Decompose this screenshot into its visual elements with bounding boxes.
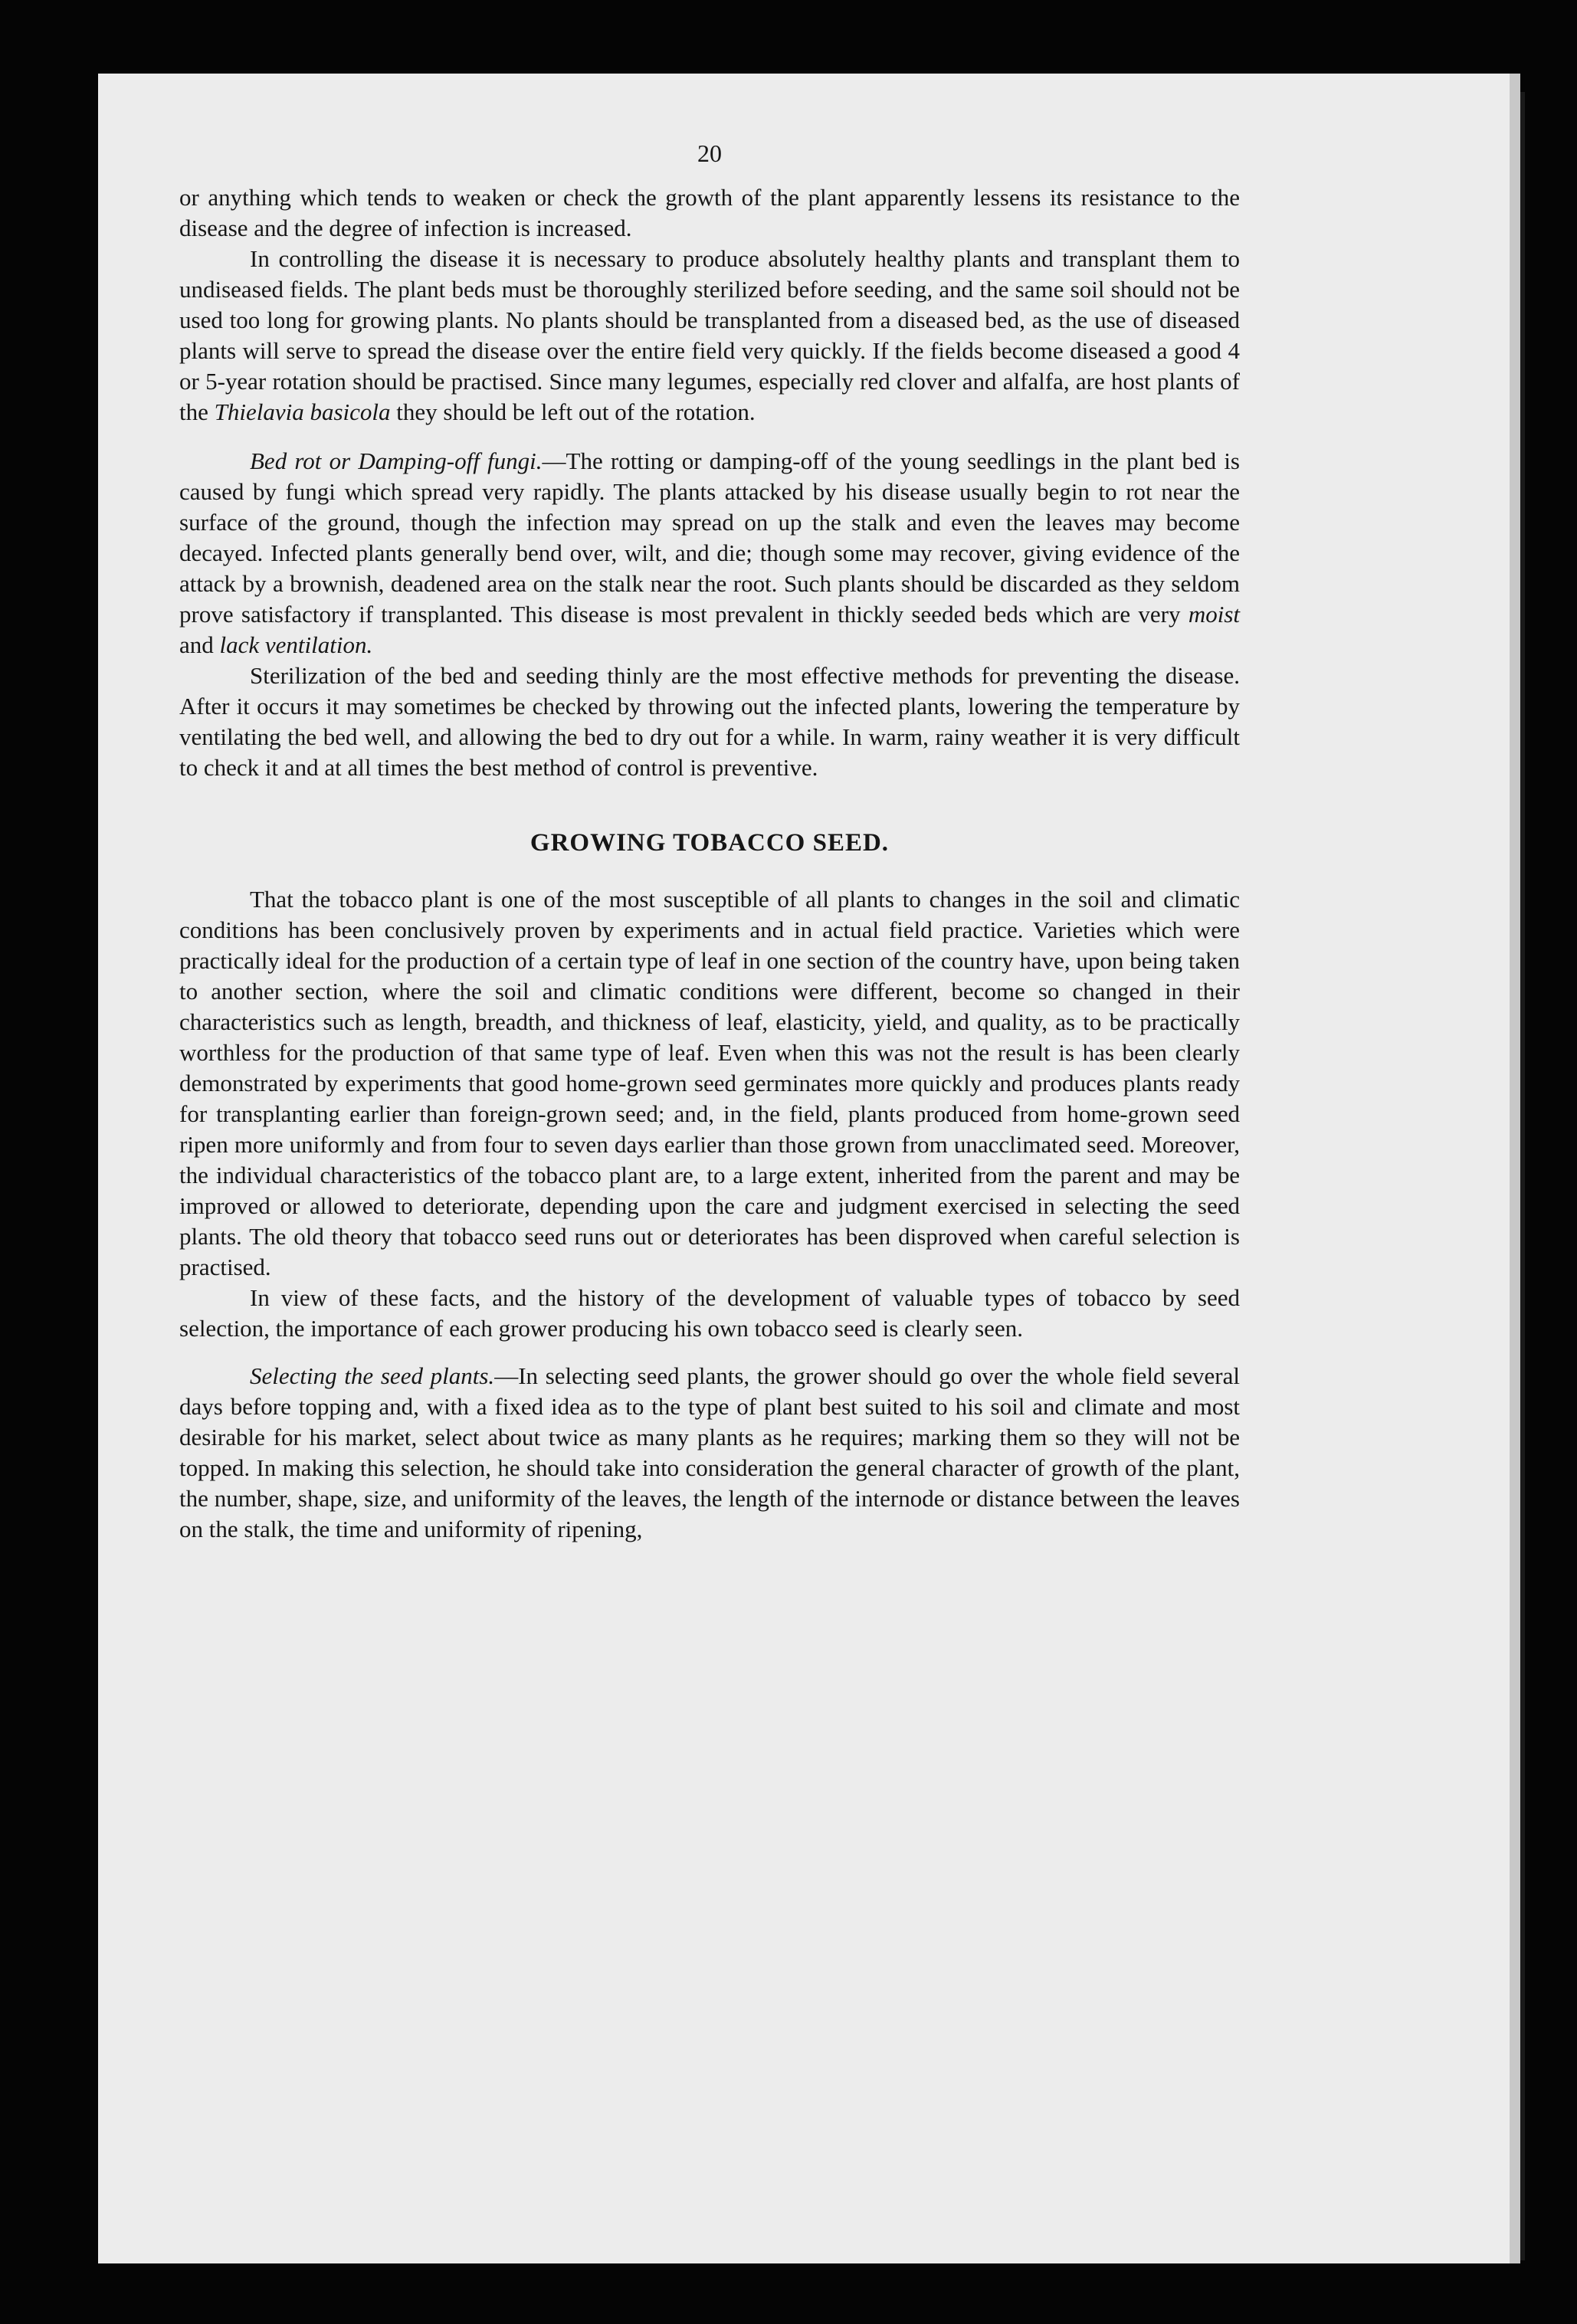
page-edge (1510, 74, 1520, 2263)
emphasis-moist: moist (1188, 601, 1240, 628)
paragraph-text: or anything which tends to weaken or check the growth of the plant apparently lessens its resistance to the disease and the degree of infection is increased. (179, 184, 1240, 241)
paragraph-bed-rot (179, 446, 1240, 660)
paragraph-seed-intro (179, 884, 1240, 1283)
paragraph-controlling-disease (179, 244, 1240, 428)
paragraph-text-mid: and (179, 631, 220, 658)
section-title: GROWING TOBACCO SEED. (529, 829, 890, 857)
paragraph-text: That the tobacco plant is one of the most susceptible of all plants to changes in the soil and climatic conditions has been conclusively proven by experiments and in actual field practice. Varieties which were practically ideal for the production of a certain type of leaf in one section of the country have, upon being taken to another section, where the soil and climatic conditions were different, become so changed in their characteristics such as length, breadth, and thickness of leaf, elasticity, yield, and quality, as to be practically worthless for the production of that same type of leaf. Even when this was not the result is has been clearly demonstrated by experiments that good home-grown seed germinates more quickly and produces plants ready for transplanting earlier than foreign-grown seed; and, in the field, plants produced from home-grown seed ripen more uniformly and from four to seven days earlier than those grown from unacclimated seed. Moreover, the individual characteristics of the tobacco plant are, to a large extent, inherited from the parent and may be improved or allowed to deteriorate, depending upon the care and judgment exercised in selecting the seed plants. The old theory that tobacco seed runs out or deteriorates has been disproved when careful selection is practised. (179, 886, 1240, 1280)
run-in-heading-bed-rot: Bed rot or Damping-off fungi. (250, 447, 543, 474)
binding-shadow (1520, 92, 1525, 2260)
emphasis-lack-ventilation: lack ventilation. (219, 631, 373, 658)
page-text (179, 138, 1240, 1545)
paragraph-text: Sterilization of the bed and seeding thinly are the most effective methods for preventing the disease. After it occurs it may sometimes be checked by throwing out the infected plants, lowering the temperature by ventilating the bed well, and allowing the bed to dry out for a while. In warm, rainy weather it is very difficult to check it and at all times the best method of control is preventive. (179, 662, 1240, 781)
paragraph-sterilization (179, 660, 1240, 783)
paragraph-text: The rotting or damping-off of the young seedlings in the plant bed is caused by fungi which spread very rapidly. The plants attacked by his disease usually begin to rot near the surface of the ground, though the infection may spread on up the stalk and even the leaves may become decayed. Infected plants generally bend over, wilt, and die; though some may recover, giving evidence of the attack by a brownish, deadened area on the stalk near the root. Such plants should be discarded as they seldom prove satisfactory if transplanted. This disease is most prevalent in thickly seeded beds which are very (179, 447, 1240, 628)
paragraph-text-end: they should be left out of the rotation. (390, 398, 756, 425)
paragraph-text: In view of these facts, and the history of the development of valuable types of tobacco by seed selection, the importance of each grower producing his own tobacco seed is clearly seen. (179, 1284, 1240, 1342)
paragraph-selecting-seed-plants (179, 1361, 1240, 1545)
paragraph-continued (179, 182, 1240, 244)
em-dash: — (542, 447, 566, 474)
page-number: 20 (697, 139, 722, 167)
em-dash: — (494, 1362, 519, 1389)
run-in-heading-selecting: Selecting the seed plants. (250, 1362, 495, 1389)
paragraph-text: In selecting seed plants, the grower should go over the whole field several days before topping and, with a fixed idea as to the type of plant best suited to his soil and climate and most desirable for his market, select about twice as many plants as he requires; marking them so they will not be topped. In making this selection, he should take into consideration the general character of growth of the plant, the number, shape, size, and uniformity of the leaves, the length of the internode or distance between the leaves on the stalk, the time and uniformity of ripening, (179, 1362, 1240, 1542)
paragraph-text: In controlling the disease it is necessary to produce absolutely healthy plants and transplant them to undiseased fields. The plant beds must be thoroughly sterilized before seeding, and the same soil should not be used too long for growing plants. No plants should be transplanted from a diseased bed, as the use of diseased plants will serve to spread the disease over the entire field very quickly. If the fields become diseased a good 4 or 5-year rotation should be practised. Since many legumes, especially red clover and alfalfa, are host plants of the (179, 245, 1240, 425)
species-name: Thielavia basicola (214, 398, 391, 425)
paragraph-seed-importance (179, 1283, 1240, 1344)
